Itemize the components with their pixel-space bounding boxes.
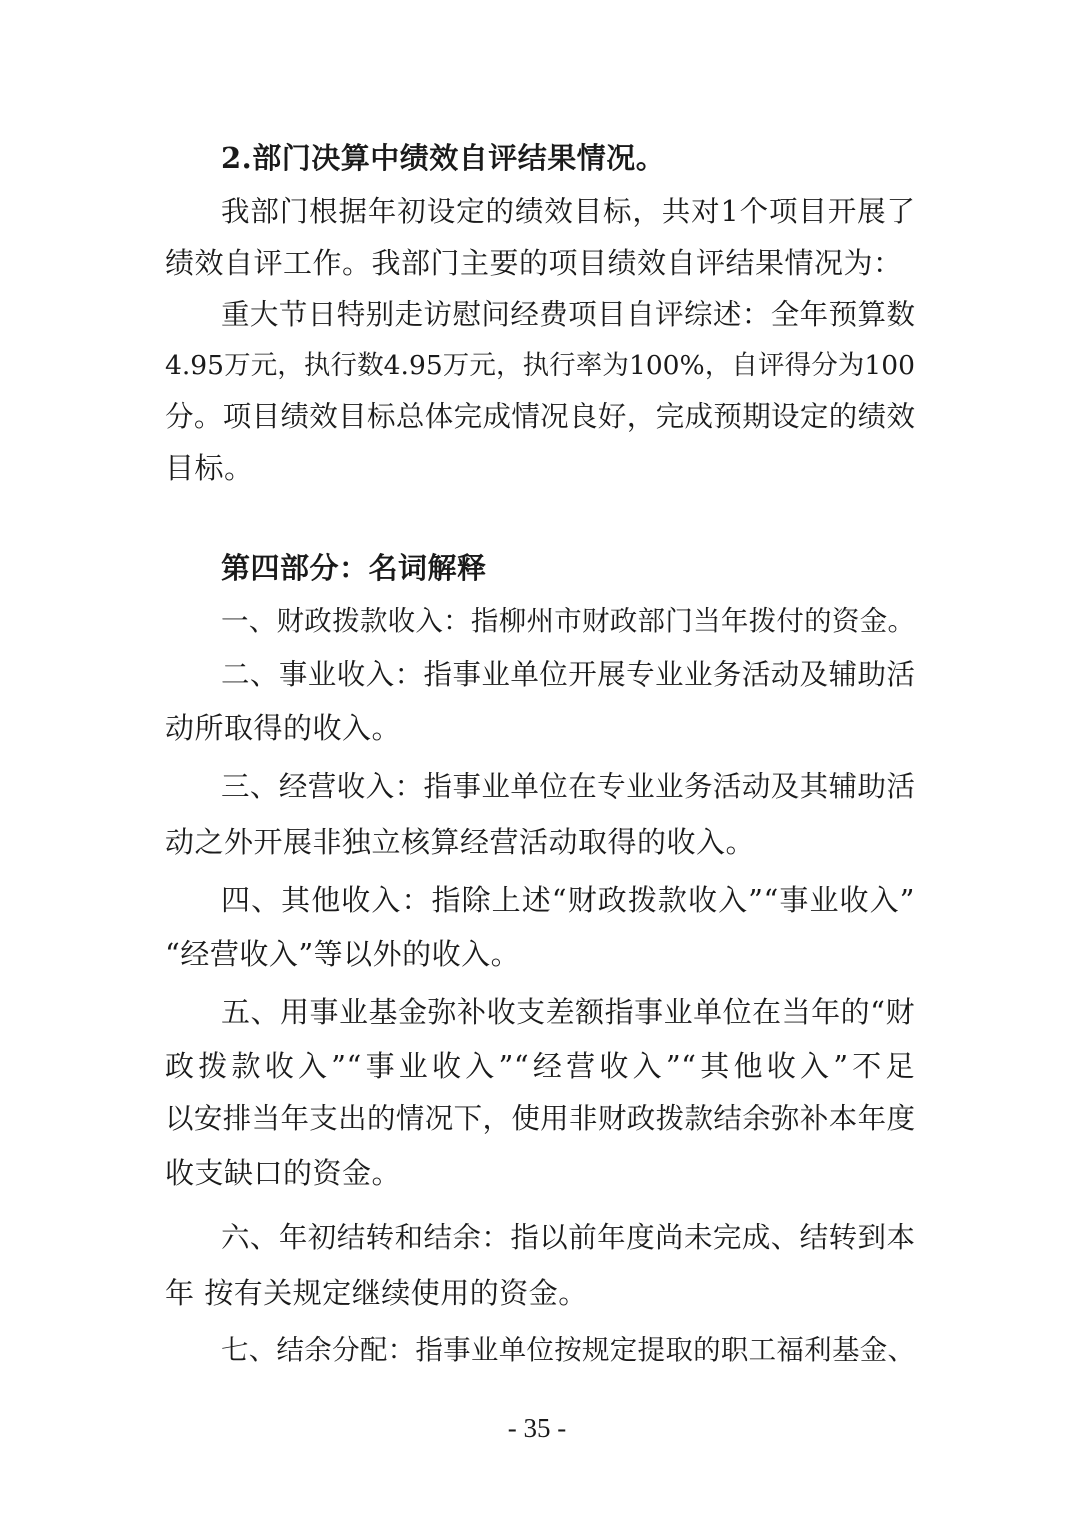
paragraph-line: 目标。 (165, 451, 254, 485)
paragraph-line: 分。项目绩效目标总体完成情况良好，完成预期设定的绩效 (165, 400, 915, 433)
glossary-item-line: 以安排当年支出的情况下，使用非财政拨款结余弥补本年度 (165, 1102, 915, 1135)
paragraph-line: 重大节日特别走访慰问经费项目自评综述：全年预算数 (221, 298, 915, 331)
glossary-item-line: 动所取得的收入。 (165, 711, 402, 745)
paragraph-line: 4.95万元，执行数4.95万元，执行率为100%，自评得分为100 (165, 350, 915, 381)
page-number: - 35 - (507, 1413, 567, 1443)
glossary-item-line: 年 按有关规定继续使用的资金。 (165, 1276, 588, 1310)
section-heading-glossary: 第四部分：名词解释 (221, 551, 487, 585)
glossary-item-line: 四、其他收入：指除上述“财政拨款收入”“事业收入” (221, 883, 915, 917)
glossary-item-line: 一、财政拨款收入：指柳州市财政部门当年拨付的资金。 (221, 605, 915, 637)
paragraph-line: 我部门根据年初设定的绩效目标，共对1个项目开展了 (221, 195, 915, 228)
glossary-item-line: 动之外开展非独立核算经营活动取得的收入。 (165, 825, 756, 859)
glossary-item-line: 政拨款收入”“事业收入”“经营收入”“其他收入”不足 (165, 1049, 915, 1083)
glossary-item-line: 七、结余分配：指事业单位按规定提取的职工福利基金、 (221, 1334, 915, 1366)
glossary-item-line: 收支缺口的资金。 (165, 1156, 402, 1190)
section-heading-performance: 2.部门决算中绩效自评结果情况。 (221, 141, 666, 175)
glossary-item-line: 五、用事业基金弥补收支差额指事业单位在当年的“财 (221, 995, 915, 1029)
glossary-item-line: “经营收入”等以外的收入。 (165, 937, 521, 971)
glossary-item-line: 六、年初结转和结余：指以前年度尚未完成、结转到本 (221, 1221, 915, 1254)
glossary-item-line: 三、经营收入：指事业单位在专业业务活动及其辅助活 (221, 770, 915, 803)
paragraph-line: 绩效自评工作。我部门主要的项目绩效自评结果情况为： (165, 246, 903, 280)
glossary-item-line: 二、事业收入：指事业单位开展专业业务活动及辅助活 (221, 658, 915, 691)
